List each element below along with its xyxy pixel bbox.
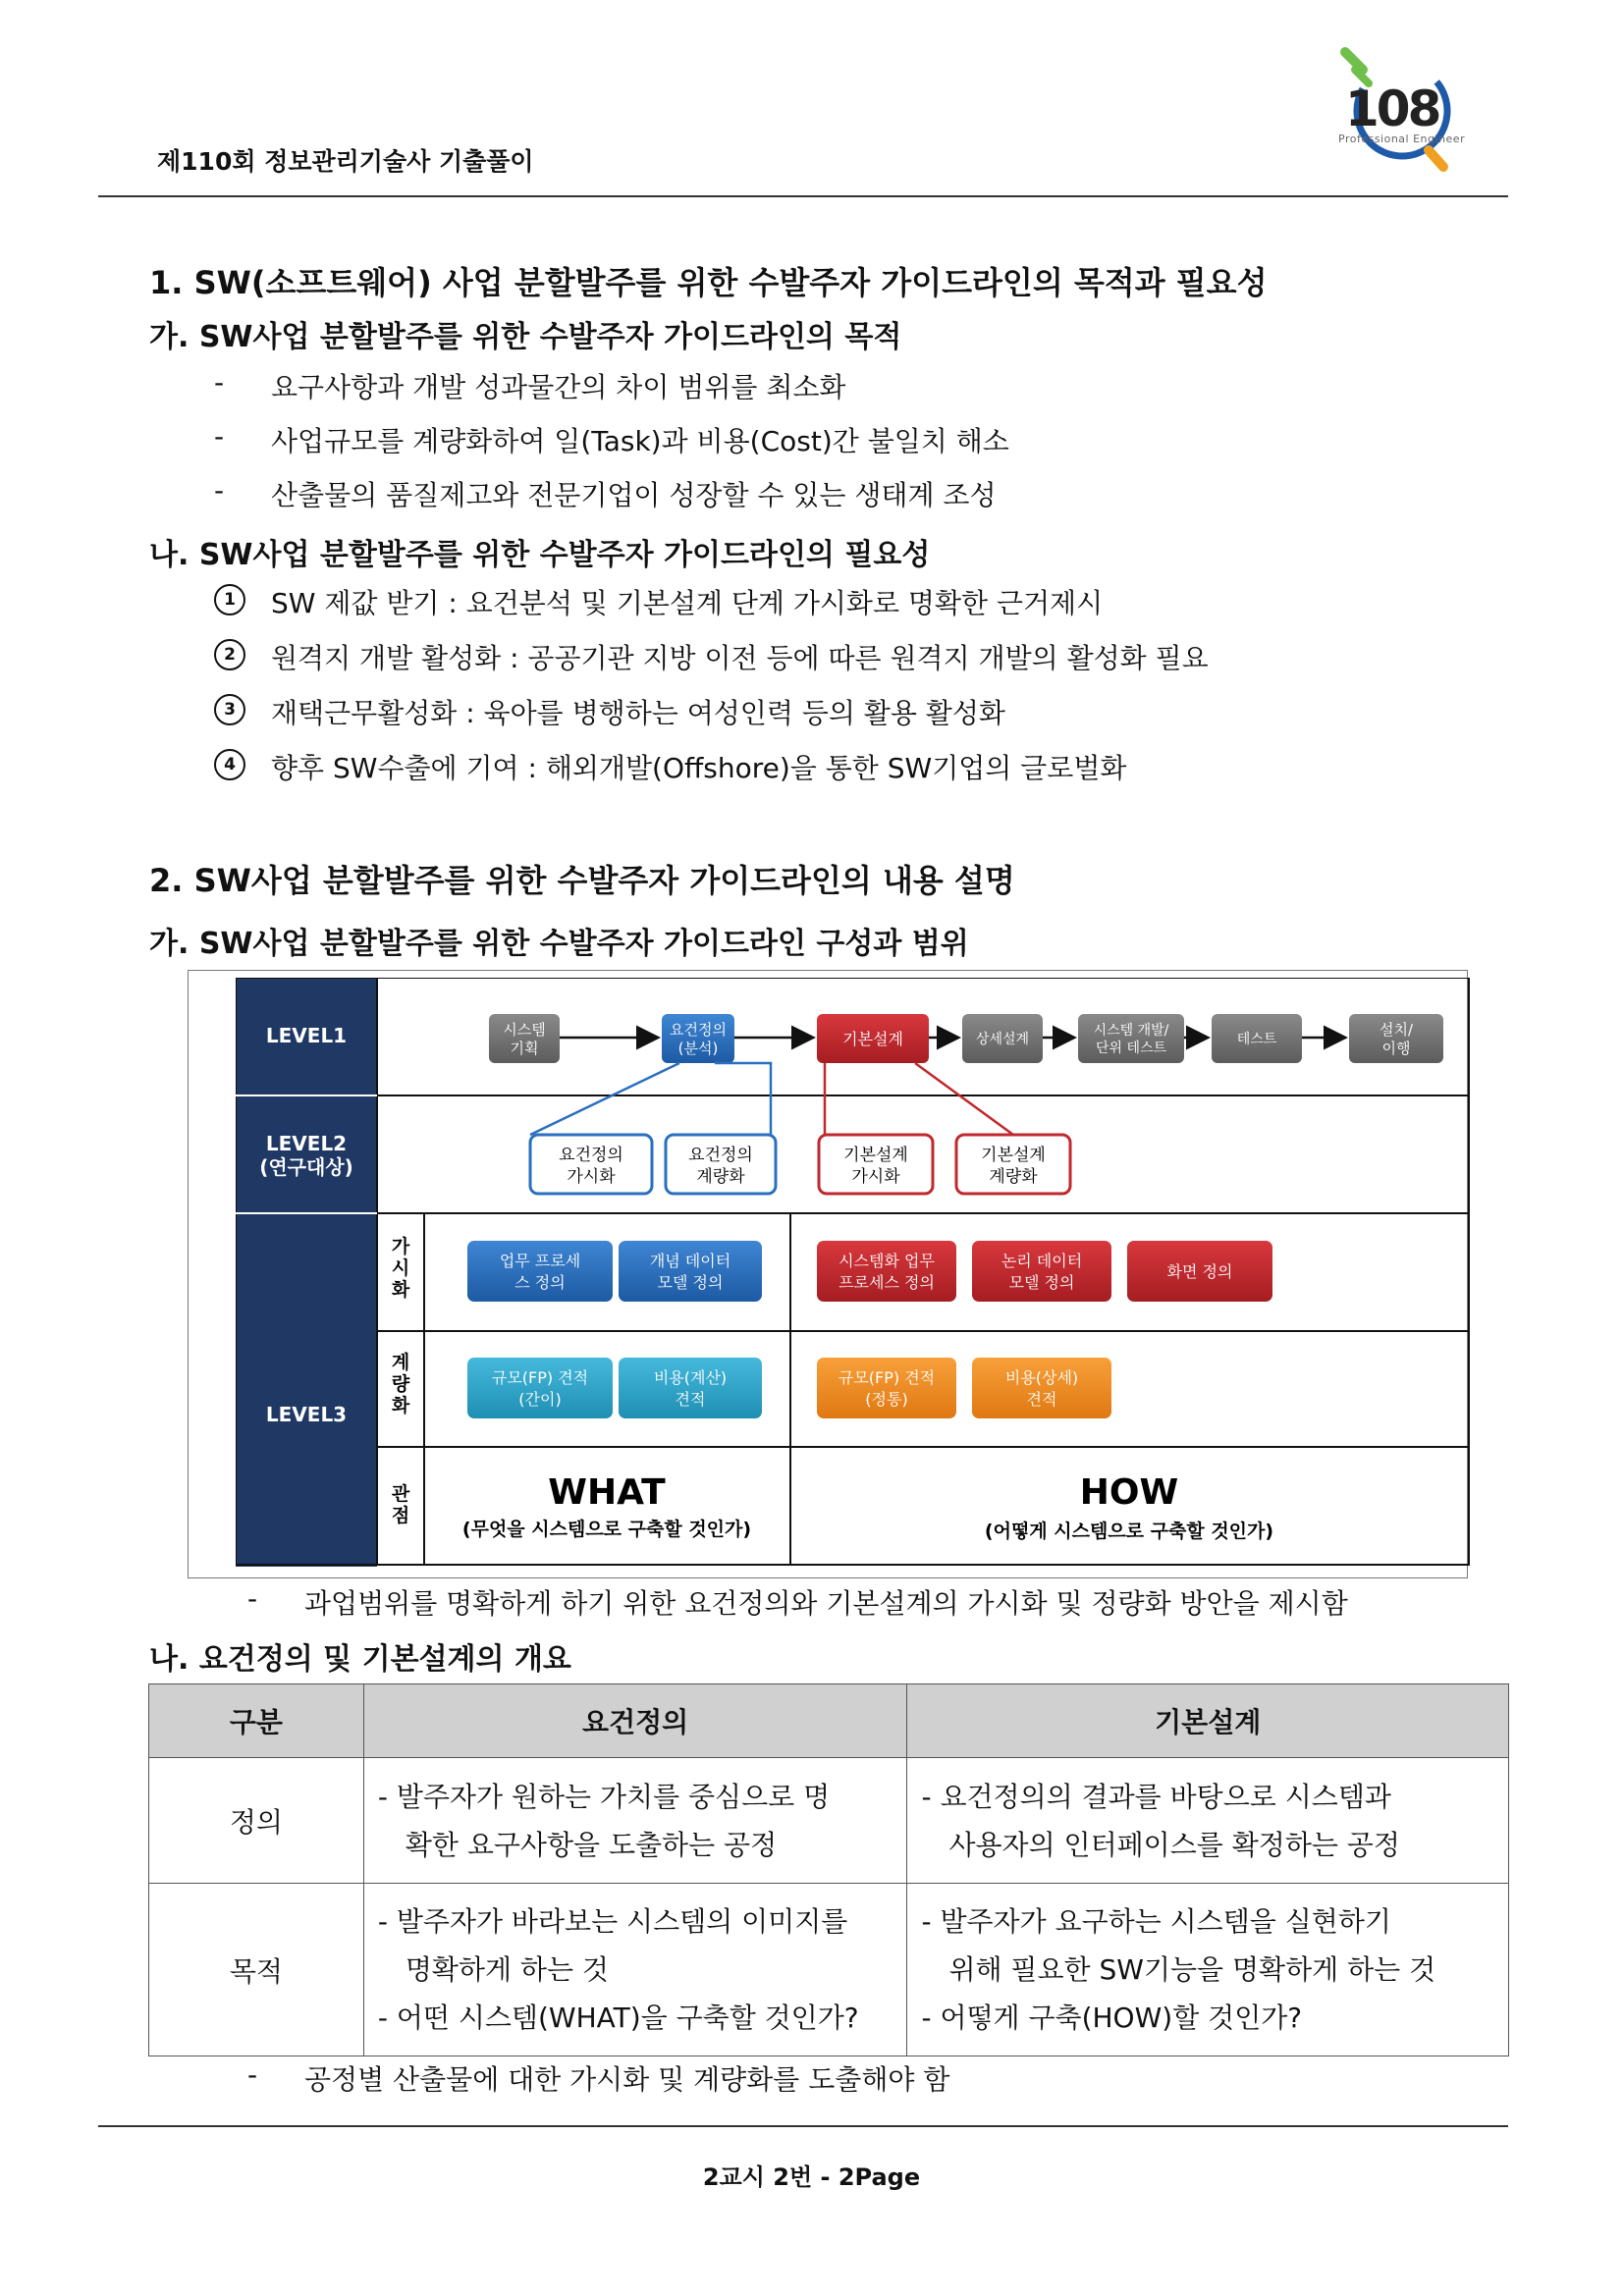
level2-label-text: 계량화 [989,1167,1038,1187]
section1-title: 1. SW(소프트웨어) 사업 분할발주를 위한 수발주자 가이드라인의 목적과 필요성 [149,264,1268,301]
table-header: 구분 [149,1684,364,1758]
bullet-dash: - [247,1582,258,1615]
step-label: 테스트 [1236,1032,1277,1047]
what-visual-box [467,1241,613,1302]
comparison-table [148,1683,1509,2056]
level3-label: LEVEL3 [265,1403,348,1426]
step-label: 시스템 [503,1021,546,1039]
level1-label: LEVEL1 [265,1024,348,1047]
table-cell [907,1758,1509,1884]
level2-sublabel: (연구대상) [259,1155,353,1179]
section2-title: 2. SW사업 분할발주를 위한 수발주자 가이드라인의 내용 설명 [149,862,1015,899]
what-metric-box [467,1358,613,1418]
step-label: 기획 [510,1040,539,1057]
step-label: 설치/ [1379,1021,1414,1039]
level2-label-text: 가시화 [567,1167,616,1187]
what-metric-box [619,1358,762,1418]
table-header-row [149,1684,1509,1758]
section2-sub-b-title: 나. 요건정의 및 기본설계의 개요 [149,1642,571,1677]
cell-line: 명확하게 하는 것 [405,1953,609,1986]
row-label-metric: 량 [391,1373,410,1395]
cell-line: - 어떻게 구축(HOW)할 것인가? [921,2002,1303,2034]
bullet-dash: - [214,420,225,453]
circled-number: 3 [214,694,245,725]
table-cell [907,1884,1509,2056]
cell-line: - 어떤 시스템(WHAT)을 구축할 것인가? [377,2002,859,2034]
circled-number: 4 [214,749,245,780]
bullet-dash: - [214,366,225,399]
necessity-item: 원격지 개발 활성화 : 공공기관 지방 이전 등에 따른 원격지 개발의 활성화 필요 [271,642,1209,674]
header-divider [98,195,1508,197]
purpose-item: 사업규모를 계량화하여 일(Task)과 비용(Cost)간 불일치 해소 [271,425,1009,457]
necessity-item: SW 제값 받기 : 요건분석 및 기본설계 단계 가시화로 명확한 근거제시 [271,587,1104,619]
row-label-visual: 가 [391,1236,410,1257]
cell-line: - 발주자가 바라보는 시스템의 이미지를 [377,1905,848,1938]
cell-line: 확한 요구사항을 도출하는 공정 [405,1828,778,1861]
cell-line: - 요건정의의 결과를 바탕으로 시스템과 [921,1780,1391,1813]
logo-number: 108 [1345,80,1439,137]
guideline-scope-diagram [236,978,1471,1567]
how-visual-box [972,1241,1111,1302]
section1-sub-a-title: 가. SW사업 분할발주를 위한 수발주자 가이드라인의 목적 [149,320,902,354]
box-label: 견적 [675,1390,706,1409]
circled-number: 1 [214,584,245,615]
level2-label-text: 기본설계 [981,1146,1046,1165]
box-label: 모델 정의 [657,1273,724,1292]
bullet-dash: - [247,2058,258,2091]
page-footer: 2교시 2번 - 2Page [702,2163,921,2191]
step-label: 요건정의 [670,1021,727,1039]
box-label: 업무 프로세 [499,1252,581,1270]
how-subtitle: (어떻게 시스템으로 구축할 것인가) [984,1521,1274,1542]
level2-label-text: 기본설계 [843,1146,908,1165]
bullet-dash: - [214,474,225,507]
step-label: 시스템 개발/ [1093,1023,1169,1039]
necessity-item: 재택근무활성화 : 육아를 병행하는 여성인력 등의 활용 활성화 [271,697,1005,729]
level2-label: LEVEL2 [265,1132,348,1155]
box-label: 비용(상세) [1004,1368,1079,1387]
row-label-visual: 화 [391,1279,410,1301]
circled-number: 2 [214,639,245,670]
box-label: 비용(계산) [653,1368,728,1387]
step-label: (분석) [677,1040,719,1057]
step-label: 이행 [1381,1040,1411,1057]
footer-divider [98,2125,1508,2127]
table-row [149,1758,1509,1884]
what-visual-box [619,1241,762,1302]
box-label: 개념 데이터 [649,1252,731,1270]
box-label: 스 정의 [514,1273,566,1292]
table-cell [363,1884,907,2056]
row-label-visual: 시 [391,1257,410,1279]
level2-label-text: 가시화 [851,1167,900,1187]
box-label: 모델 정의 [1008,1273,1075,1292]
how-metric-box [972,1358,1111,1418]
box-label: 규모(FP) 견적 [491,1368,589,1387]
step-label: 기본설계 [842,1030,903,1048]
how-title: HOW [1079,1472,1179,1513]
row-label: 목적 [149,1884,364,2056]
box-label: 화면 정의 [1166,1262,1233,1281]
box-label: 논리 데이터 [1001,1252,1083,1270]
table-header: 기본설계 [907,1684,1509,1758]
row-label-view: 관 [391,1483,410,1505]
purpose-item: 요구사항과 개발 성과물간의 차이 범위를 최소화 [271,371,846,403]
table-note: 공정별 산출물에 대한 가시화 및 계량화를 도출해야 함 [304,2063,950,2096]
logo-subtitle: Professional Engineer [1338,133,1466,145]
necessity-item: 향후 SW수출에 기여 : 해외개발(Offshore)을 통한 SW기업의 글로벌화 [271,752,1127,784]
box-label: (정통) [865,1390,908,1409]
row-label-metric: 화 [391,1395,410,1416]
table-row [149,1884,1509,2056]
box-label: 견적 [1026,1390,1057,1409]
purpose-item: 산출물의 품질제고와 전문기업이 성장할 수 있는 생태계 조성 [271,479,997,511]
what-title: WHAT [548,1472,666,1513]
level2-label-text: 요건정의 [688,1146,753,1165]
level-column [236,978,377,1567]
box-label: 프로세스 정의 [839,1273,935,1292]
table-cell [363,1758,907,1884]
table-header: 요건정의 [363,1684,907,1758]
cell-line: - 발주자가 요구하는 시스템을 실현하기 [921,1905,1391,1938]
page-header-title: 제110회 정보관리기술사 기출풀이 [157,147,534,176]
diagram-note: 과업범위를 명확하게 하기 위한 요건정의와 기본설계의 가시화 및 정량화 방안을 제시함 [304,1587,1348,1620]
row-label: 정의 [149,1758,364,1884]
level2-label-text: 계량화 [696,1167,745,1187]
row-label-view: 점 [391,1505,410,1526]
box-label: (간이) [518,1390,562,1409]
box-label: 규모(FP) 견적 [838,1368,936,1387]
step-label: 상세설계 [975,1032,1030,1047]
step-label: 단위 테스트 [1095,1041,1167,1056]
what-subtitle: (무엇을 시스템으로 구축할 것인가) [461,1519,752,1540]
how-visual-box [817,1241,956,1302]
section2-sub-a-title: 가. SW사업 분할발주를 위한 수발주자 가이드라인 구성과 범위 [149,927,969,961]
level2-label-text: 요건정의 [559,1146,623,1165]
cell-line: - 발주자가 원하는 가치를 중심으로 명 [377,1780,831,1813]
cell-line: 위해 필요한 SW기능을 명확하게 하는 것 [948,1953,1436,1986]
cell-line: 사용자의 인터페이스를 확정하는 공정 [948,1828,1400,1861]
section1-sub-b-title: 나. SW사업 분할발주를 위한 수발주자 가이드라인의 필요성 [149,538,931,572]
row-label-metric: 계 [391,1352,410,1373]
how-metric-box [817,1358,956,1418]
box-label: 시스템화 업무 [839,1252,935,1270]
